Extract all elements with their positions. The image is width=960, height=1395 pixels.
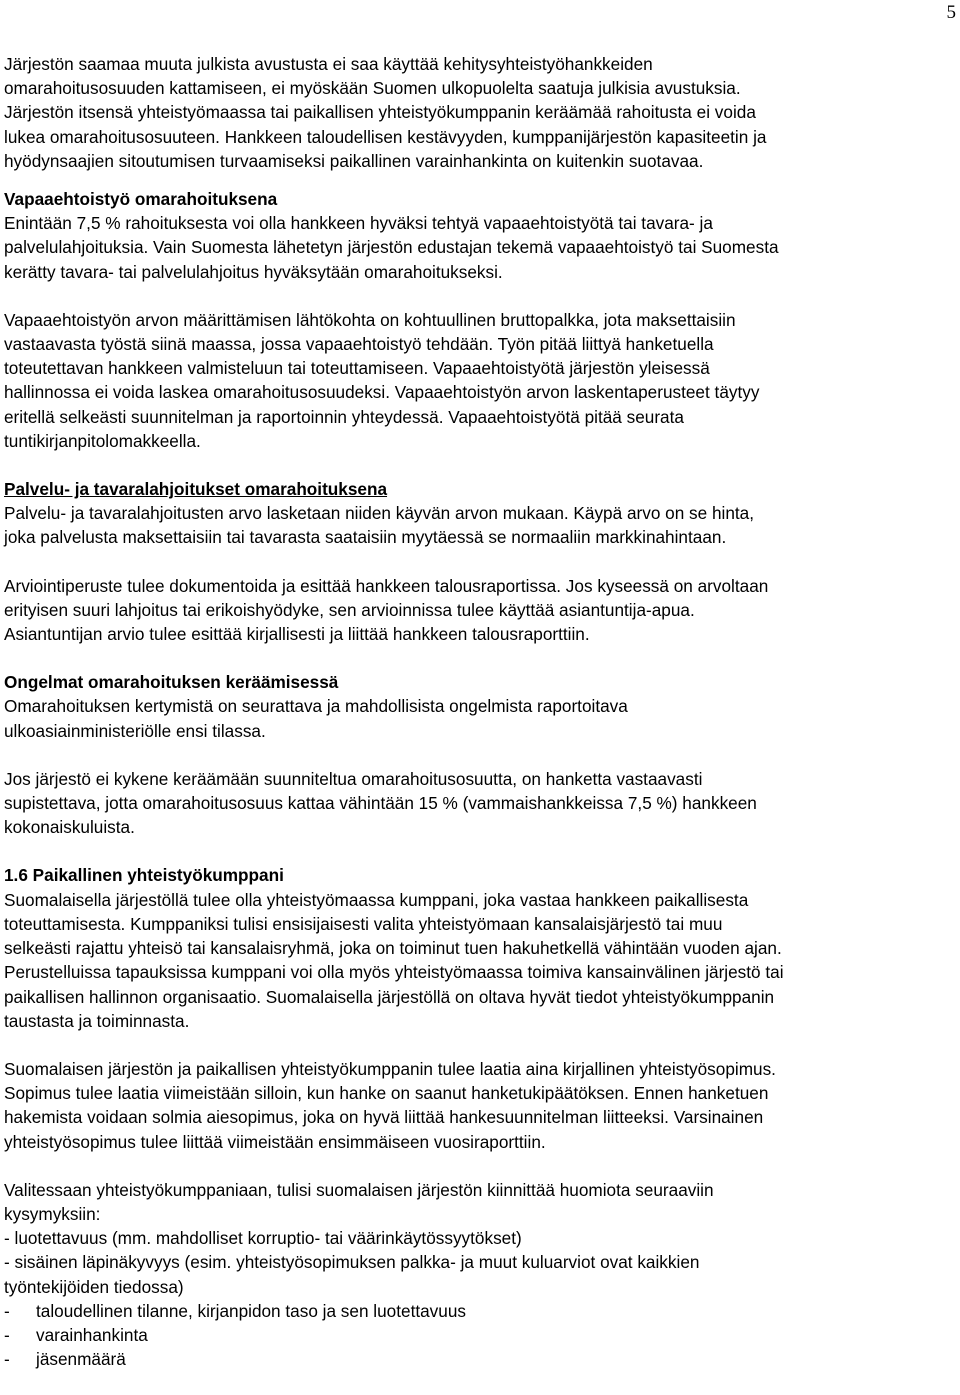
text-line: - luotettavuus (mm. mahdolliset korruptio- tai väärinkäytössyytökset) <box>4 1228 522 1249</box>
text-line: erityisen suuri lahjoitus tai erikoishyödyke, sen arvioinnissa tulee käyttää asiantuntija-apua. <box>4 599 695 620</box>
text-line: Suomalaisella järjestöllä tulee olla yhteistyömaassa kumppani, joka vastaa hankkeen paikallisesta <box>4 889 749 910</box>
text-line: Järjestön itsensä yhteistyömaassa tai paikallisen yhteistyökumppanin keräämää rahoitusta ei voida <box>4 102 756 123</box>
text-line: yhteistyösopimus tulee liittää viimeistään ensimmäiseen vuosiraporttiin. <box>4 1131 546 1152</box>
text-line: vastaavasta työstä siinä maassa, jossa vapaaehtoistyö tehdään. Työn pitää liittyä hanketuella <box>4 334 714 355</box>
dash-bullet: - <box>4 1349 10 1370</box>
dash-bullet: - <box>4 1300 10 1321</box>
section-funding-problems <box>4 670 954 743</box>
paragraph-cooperation-agreement <box>4 1057 954 1154</box>
text-line: Valitessaan yhteistyökumppaniaan, tulisi suomalaisen järjestön kiinnittää huomiota seuraaviin <box>4 1179 714 1200</box>
text-line: palvelulahjoituksia. Vain Suomesta lähetetyn järjestön edustajan tekemä vapaaehtoistyö tai Suomesta <box>4 237 779 258</box>
text-line: työntekijöiden tiedossa) <box>4 1276 184 1297</box>
dash-bullet: - <box>4 1324 10 1345</box>
text-line: Omarahoituksen kertymistä on seurattava ja mahdollisista ongelmista raportoitava <box>4 696 628 717</box>
section-heading: Ongelmat omarahoituksen keräämisessä <box>4 672 339 693</box>
text-line: tuntikirjanpitolomakkeella. <box>4 430 201 451</box>
text-line: Sopimus tulee laatia viimeistään silloin, kun hanke on saanut hanketukipäätöksen. Ennen hanketuen <box>4 1083 769 1104</box>
paragraph-volunteer-valuation <box>4 308 954 453</box>
section-volunteer-work <box>4 187 954 284</box>
text-line: - sisäinen läpinäkyvyys (esim. yhteistyösopimuksen palkka- ja muut kuluarviot ovat kaikkien <box>4 1252 700 1273</box>
list-item <box>4 1347 954 1371</box>
text-line: Jos järjestö ei kykene keräämään suunniteltua omarahoitusosuutta, on hanketta vastaavasti <box>4 768 703 789</box>
text-line: Perustelluissa tapauksissa kumppani voi olla myös yhteistyömaassa toimiva kansainvälinen järjestö tai <box>4 962 784 983</box>
list-item-text: jäsenmäärä <box>36 1349 126 1370</box>
text-line: joka palvelusta maksettaisiin tai tavarasta saataisiin myytäessä se normaaliin markkinahintaan. <box>4 527 727 548</box>
text-line: kerätty tavara- tai palvelulahjoitus hyväksytään omarahoitukseksi. <box>4 261 503 282</box>
paragraph-partner-criteria <box>4 1178 954 1372</box>
section-heading: Vapaaehtoistyö omarahoituksena <box>4 189 278 210</box>
list-item <box>4 1299 954 1323</box>
text-line: eritellä selkeästi suunnitelman ja raportoinnin yhteydessä. Vapaaehtoistyötä pitää seurata <box>4 406 684 427</box>
text-line: toteuttamisesta. Kumppaniksi tulisi ensisijaisesti valita yhteistyömaan kansalaisjärjestö tai muu <box>4 913 723 934</box>
paragraph-project-scaling <box>4 767 954 840</box>
text-line: kokonaiskuluista. <box>4 817 135 838</box>
paragraph-own-funding-sources <box>4 52 954 173</box>
text-line: hallinnossa ei voida laskea omarahoitusosuudeksi. Vapaaehtoistyön arvon laskentaperusteet täytyy <box>4 382 760 403</box>
text-line: Suomalaisen järjestön ja paikallisen yhteistyökumppanin tulee laatia aina kirjallinen yhteistyösopimus. <box>4 1058 776 1079</box>
page-number: 5 <box>946 2 956 23</box>
text-line: Enintään 7,5 % rahoituksesta voi olla hankkeen hyväksi tehtyä vapaaehtoistyötä tai tavara- ja <box>4 213 713 234</box>
text-line: kysymyksiin: <box>4 1203 101 1224</box>
text-line: Palvelu- ja tavaralahjoitusten arvo lasketaan niiden käyvän arvon mukaan. Käypä arvo on se hinta, <box>4 503 755 524</box>
list-item-text: varainhankinta <box>36 1324 148 1345</box>
section-local-partner <box>4 863 954 1032</box>
text-line: paikallisen hallinnon organisaatio. Suomalaisella järjestöllä on oltava hyvät tiedot yhteistyökumppanin <box>4 986 775 1007</box>
text-line: Arviointiperuste tulee dokumentoida ja esittää hankkeen talousraportissa. Jos kyseessä on arvoltaan <box>4 575 769 596</box>
list-item <box>4 1323 954 1347</box>
text-line: omarahoitusosuuden kattamiseen, ei myöskään Suomen ulkopuolelta saatuja julkisia avustuksia. <box>4 78 741 99</box>
text-line: Vapaaehtoistyön arvon määrittämisen lähtökohta on kohtuullinen bruttopalkka, jota maksettaisiin <box>4 309 736 330</box>
paragraph-valuation-documentation <box>4 574 954 647</box>
text-line: Järjestön saamaa muuta julkista avustusta ei saa käyttää kehitysyhteistyöhankkeiden <box>4 54 653 74</box>
text-line: taustasta ja toiminnasta. <box>4 1010 190 1031</box>
section-heading: Palvelu- ja tavaralahjoitukset omarahoituksena <box>4 479 388 500</box>
text-line: hyödynsaajien sitoutumisen turvaamiseksi paikallinen varainhankinta on kuitenkin suotavaa. <box>4 150 704 171</box>
text-line: toteutettavan hankkeen valmisteluun tai toteuttamiseen. Vapaaehtoistyötä järjestön yleisessä <box>4 358 710 379</box>
text-line: selkeästi rajattu yhteisö tai kansalaisryhmä, joka on toiminut tuen hakuhetkellä vähintään vuoden ajan. <box>4 938 782 959</box>
section-heading: 1.6 Paikallinen yhteistyökumppani <box>4 865 284 886</box>
list-item-text: taloudellinen tilanne, kirjanpidon taso ja sen luotettavuus <box>36 1300 466 1321</box>
text-line: supistettava, jotta omarahoitusosuus kattaa vähintään 15 % (vammaishankkeissa 7,5 %) hankkeen <box>4 793 757 814</box>
section-donations <box>4 477 954 550</box>
text-line: lukea omarahoitusosuuteen. Hankkeen taloudellisen kestävyyden, kumppanijärjestön kapasiteetin ja <box>4 126 767 147</box>
document-body <box>4 52 954 1395</box>
text-line: Asiantuntijan arvio tulee esittää kirjallisesti ja liittää hankkeen talousraporttiin. <box>4 624 590 645</box>
text-line: hakemista voidaan solmia aiesopimus, joka on hyvä liittää hankesuunnitelman liitteeksi. Varsinainen <box>4 1107 764 1128</box>
text-line: ulkoasiainministeriölle ensi tilassa. <box>4 720 266 741</box>
